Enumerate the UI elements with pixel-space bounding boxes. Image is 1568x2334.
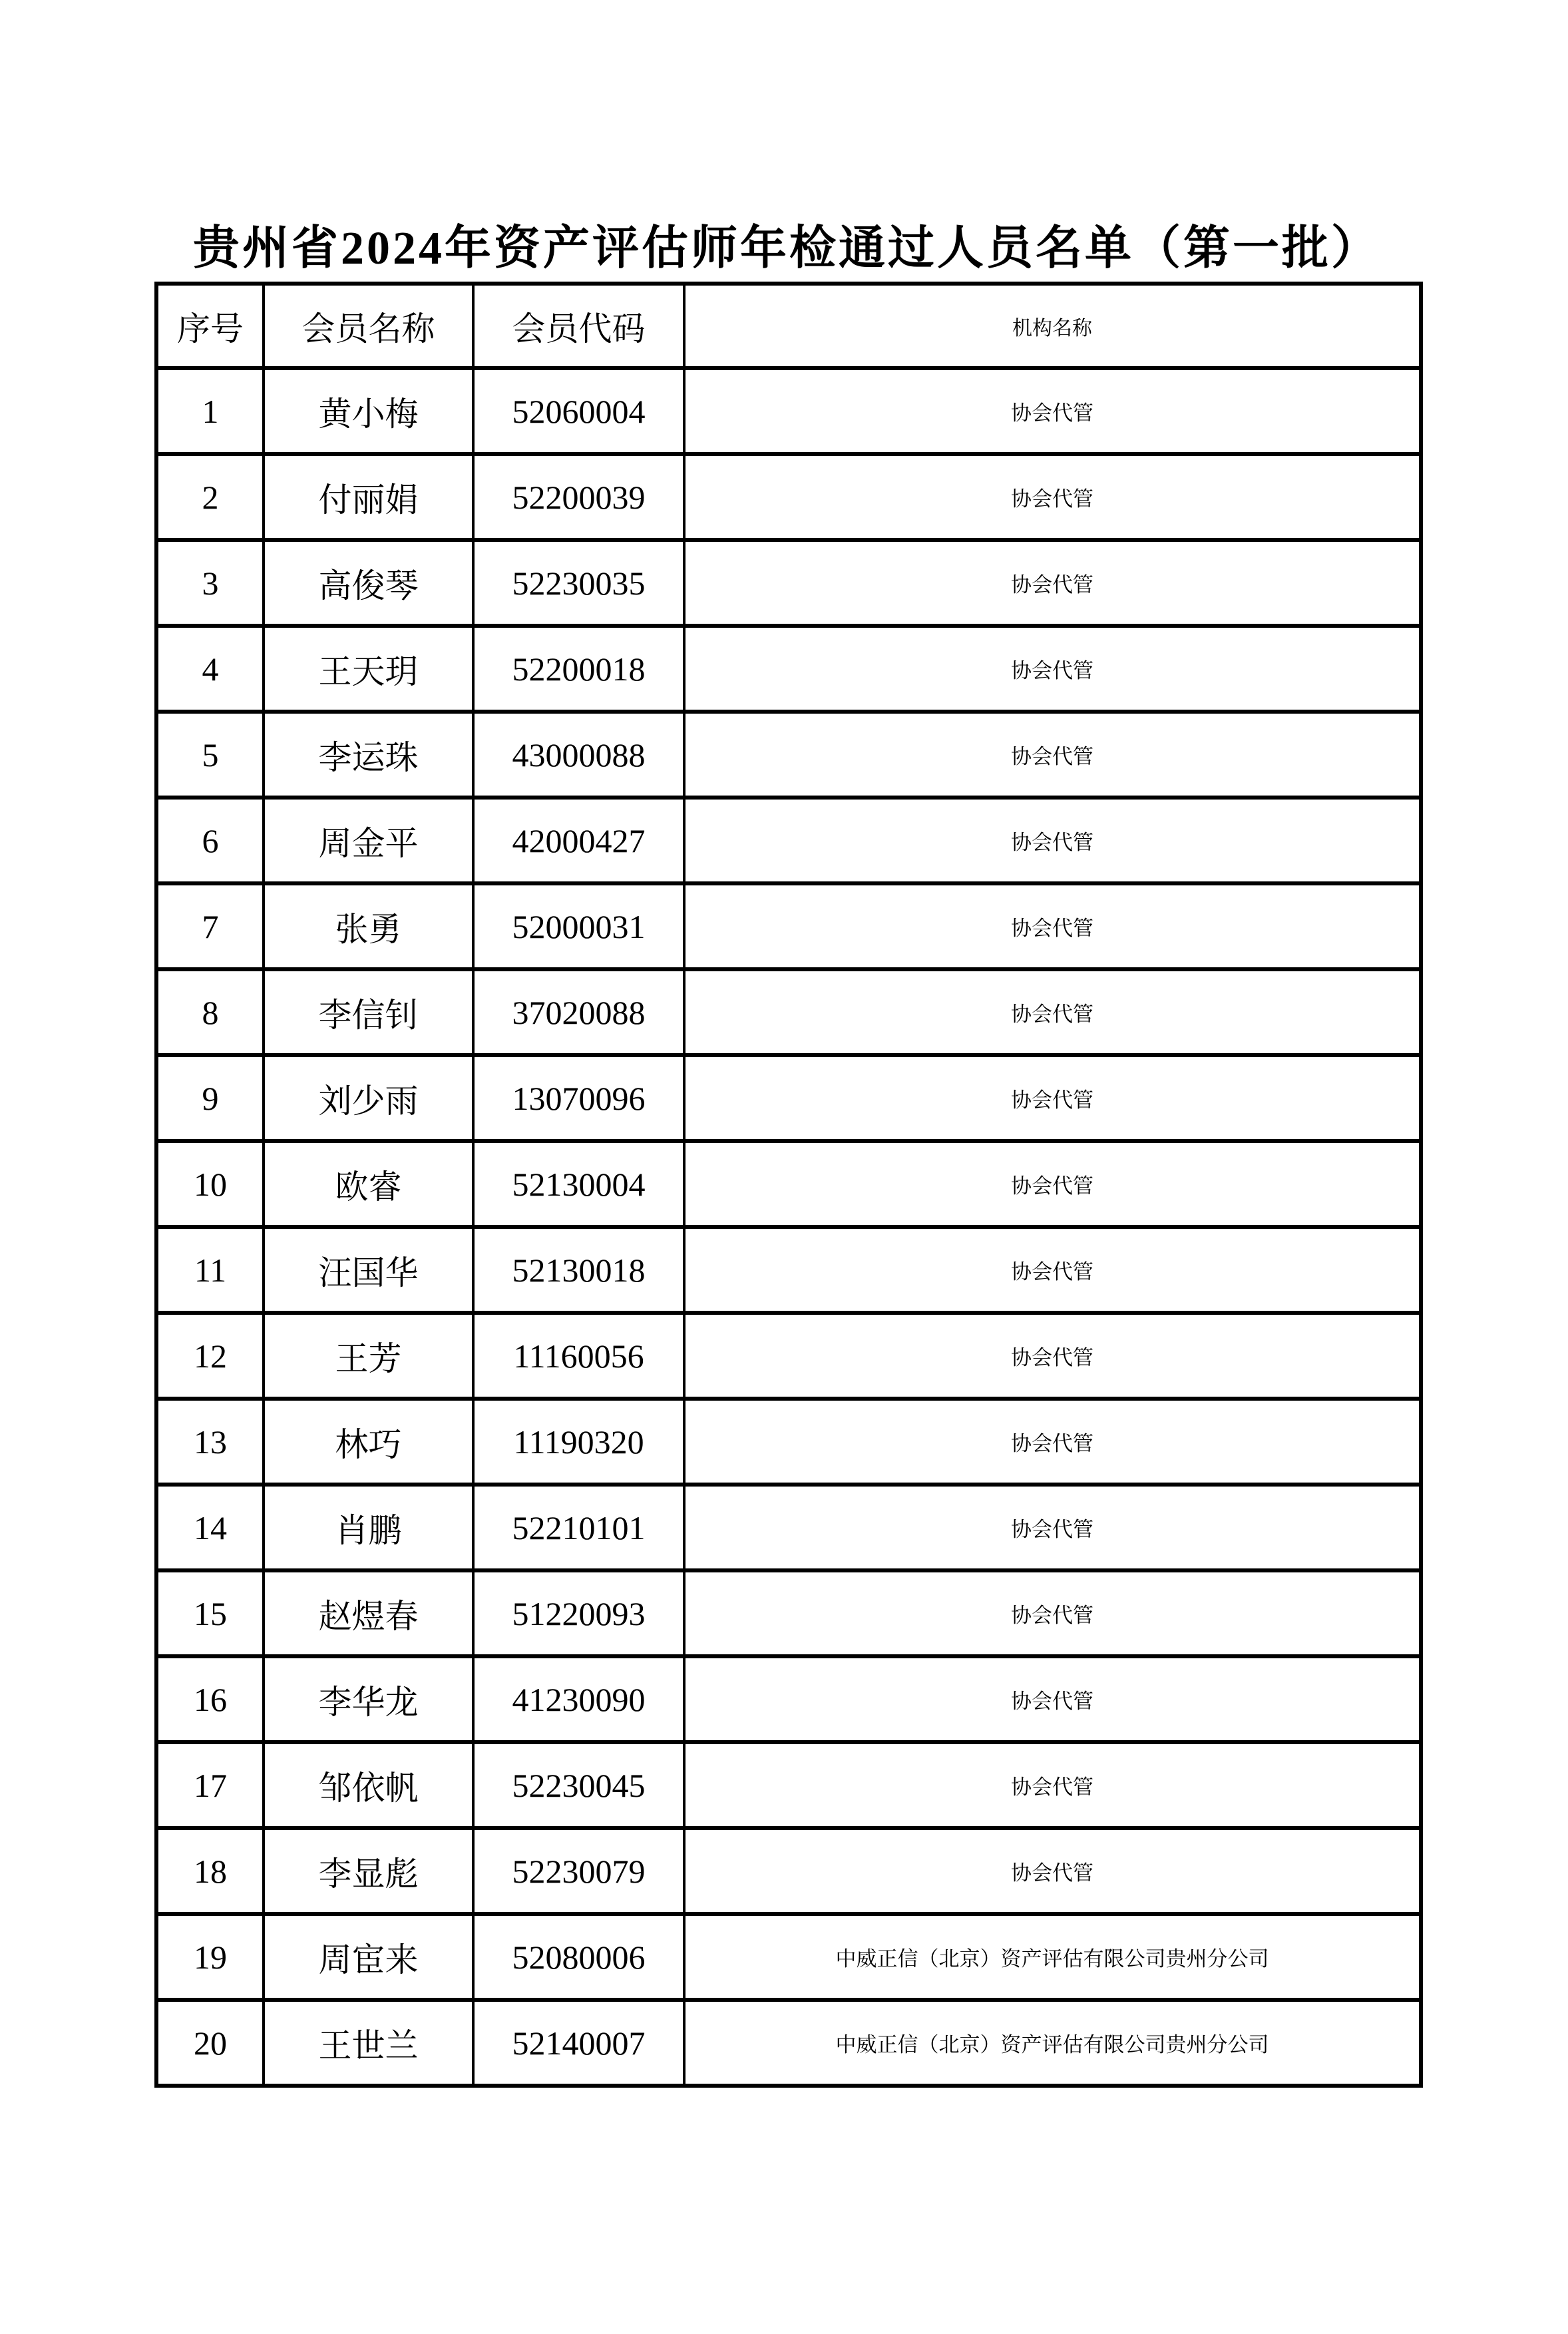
name-cell: 王天玥	[264, 626, 473, 712]
name-cell: 刘少雨	[264, 1055, 473, 1141]
page-title: 贵州省2024年资产评估师年检通过人员名单（第一批）	[193, 223, 1380, 274]
org-cell: 协会代管	[684, 1399, 1421, 1485]
org-cell: 协会代管	[684, 1141, 1421, 1227]
code-cell: 52080006	[473, 1914, 684, 2000]
seq-cell: 8	[156, 969, 264, 1055]
table-row	[156, 2000, 1421, 2086]
seq-cell: 4	[156, 626, 264, 712]
table-row	[156, 798, 1421, 883]
org-cell: 协会代管	[684, 712, 1421, 798]
name-cell: 欧睿	[264, 1141, 473, 1227]
name-cell: 李华龙	[264, 1656, 473, 1742]
code-cell: 52200039	[473, 454, 684, 540]
seq-cell: 2	[156, 454, 264, 540]
table-row	[156, 368, 1421, 454]
seq-cell: 1	[156, 368, 264, 454]
seq-cell: 3	[156, 540, 264, 626]
seq-cell: 18	[156, 1828, 264, 1914]
header-seq: 序号	[156, 284, 264, 368]
header-name: 会员名称	[264, 284, 473, 368]
seq-cell: 19	[156, 1914, 264, 2000]
table-row	[156, 1055, 1421, 1141]
org-cell: 协会代管	[684, 1227, 1421, 1313]
org-cell: 协会代管	[684, 969, 1421, 1055]
table-row	[156, 883, 1421, 969]
table-row	[156, 454, 1421, 540]
name-cell: 汪国华	[264, 1227, 473, 1313]
seq-cell: 5	[156, 712, 264, 798]
code-cell: 52200018	[473, 626, 684, 712]
name-cell: 张勇	[264, 883, 473, 969]
code-cell: 43000088	[473, 712, 684, 798]
name-cell: 李运珠	[264, 712, 473, 798]
seq-cell: 13	[156, 1399, 264, 1485]
code-cell: 42000427	[473, 798, 684, 883]
name-cell: 付丽娟	[264, 454, 473, 540]
name-cell: 李信钊	[264, 969, 473, 1055]
code-cell: 11190320	[473, 1399, 684, 1485]
org-cell: 协会代管	[684, 883, 1421, 969]
seq-cell: 14	[156, 1485, 264, 1570]
name-cell: 肖鹏	[264, 1485, 473, 1570]
table-row	[156, 1914, 1421, 2000]
code-cell: 52000031	[473, 883, 684, 969]
code-cell: 52230035	[473, 540, 684, 626]
name-cell: 周金平	[264, 798, 473, 883]
org-cell: 协会代管	[684, 1656, 1421, 1742]
header-org: 机构名称	[684, 284, 1421, 368]
table-header-row	[156, 284, 1421, 368]
table-row	[156, 626, 1421, 712]
org-cell: 中威正信（北京）资产评估有限公司贵州分公司	[684, 2000, 1421, 2086]
code-cell: 13070096	[473, 1055, 684, 1141]
name-cell: 王世兰	[264, 2000, 473, 2086]
name-cell: 林巧	[264, 1399, 473, 1485]
seq-cell: 10	[156, 1141, 264, 1227]
org-cell: 协会代管	[684, 798, 1421, 883]
name-cell: 黄小梅	[264, 368, 473, 454]
seq-cell: 15	[156, 1570, 264, 1656]
org-cell: 协会代管	[684, 1828, 1421, 1914]
org-cell: 协会代管	[684, 1485, 1421, 1570]
seq-cell: 6	[156, 798, 264, 883]
code-cell: 52210101	[473, 1485, 684, 1570]
table-row	[156, 1742, 1421, 1828]
table-row	[156, 1313, 1421, 1399]
org-cell: 协会代管	[684, 454, 1421, 540]
table-row	[156, 969, 1421, 1055]
org-cell: 协会代管	[684, 368, 1421, 454]
table-row	[156, 712, 1421, 798]
seq-cell: 9	[156, 1055, 264, 1141]
table-row	[156, 1570, 1421, 1656]
code-cell: 52060004	[473, 368, 684, 454]
table-row	[156, 1485, 1421, 1570]
roster-table	[154, 282, 1423, 2088]
table-row	[156, 1828, 1421, 1914]
code-cell: 41230090	[473, 1656, 684, 1742]
seq-cell: 16	[156, 1656, 264, 1742]
org-cell: 中威正信（北京）资产评估有限公司贵州分公司	[684, 1914, 1421, 2000]
header-code: 会员代码	[473, 284, 684, 368]
code-cell: 52230079	[473, 1828, 684, 1914]
name-cell: 高俊琴	[264, 540, 473, 626]
org-cell: 协会代管	[684, 540, 1421, 626]
table-row	[156, 540, 1421, 626]
org-cell: 协会代管	[684, 1570, 1421, 1656]
name-cell: 周宦来	[264, 1914, 473, 2000]
table-row	[156, 1399, 1421, 1485]
org-cell: 协会代管	[684, 1742, 1421, 1828]
org-cell: 协会代管	[684, 626, 1421, 712]
code-cell: 11160056	[473, 1313, 684, 1399]
name-cell: 王芳	[264, 1313, 473, 1399]
seq-cell: 7	[156, 883, 264, 969]
table-row	[156, 1656, 1421, 1742]
code-cell: 52140007	[473, 2000, 684, 2086]
name-cell: 李显彪	[264, 1828, 473, 1914]
name-cell: 赵煜春	[264, 1570, 473, 1656]
seq-cell: 12	[156, 1313, 264, 1399]
code-cell: 52230045	[473, 1742, 684, 1828]
code-cell: 52130018	[473, 1227, 684, 1313]
code-cell: 52130004	[473, 1141, 684, 1227]
org-cell: 协会代管	[684, 1055, 1421, 1141]
name-cell: 邹依帆	[264, 1742, 473, 1828]
org-cell: 协会代管	[684, 1313, 1421, 1399]
table-row	[156, 1227, 1421, 1313]
code-cell: 37020088	[473, 969, 684, 1055]
table-row	[156, 1141, 1421, 1227]
seq-cell: 17	[156, 1742, 264, 1828]
seq-cell: 20	[156, 2000, 264, 2086]
seq-cell: 11	[156, 1227, 264, 1313]
code-cell: 51220093	[473, 1570, 684, 1656]
